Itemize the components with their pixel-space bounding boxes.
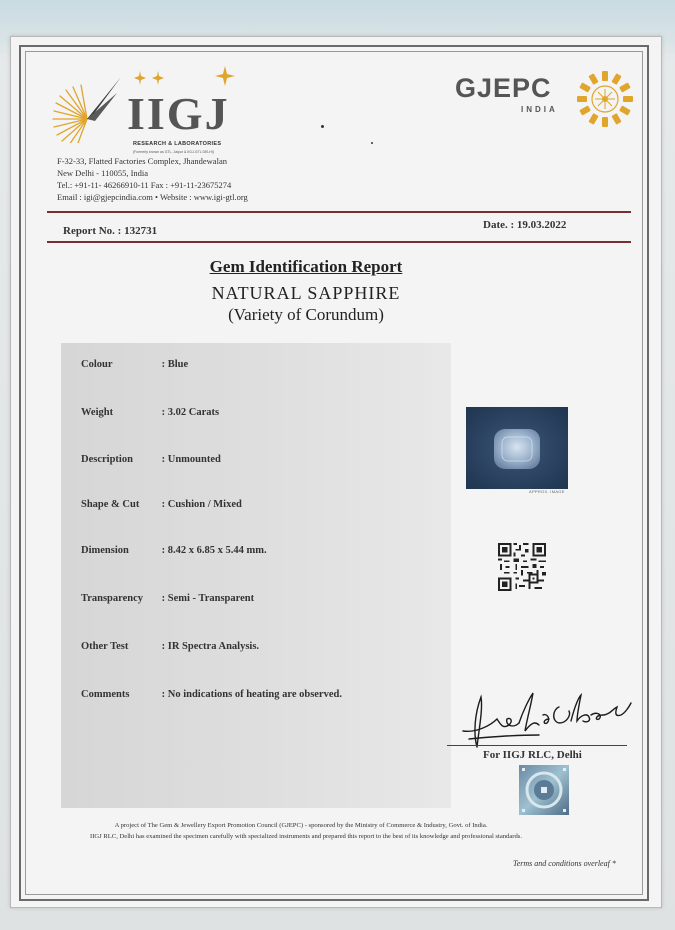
speck	[371, 142, 373, 144]
report-title: Gem Identification Report	[209, 257, 403, 276]
field-label: Other Test	[81, 641, 129, 652]
field-value: : Semi - Transparent	[161, 593, 255, 604]
field-description	[81, 454, 221, 465]
field-label: Shape & Cut	[81, 499, 140, 510]
footer-examination-note: IIGJ RLC, Delhi has examined the specimen carefully with specialized instruments and prepared this report to the best of its knowledge and professional standards.	[90, 833, 522, 840]
footer-project-note: A project of The Gem & Jewellery Export Promotion Council (GJEPC) - sponsored by the Ministry of Commerce & Industry, Govt. of India.	[114, 822, 488, 829]
iigj-wordmark: IIGJ	[127, 88, 230, 139]
signature-graphic	[447, 685, 637, 757]
field-label: Weight	[81, 407, 114, 418]
field-label: Description	[81, 454, 133, 465]
gjepc-emblem-icon	[575, 69, 635, 129]
field-weight	[81, 407, 219, 418]
sunburst-logo-icon	[47, 69, 121, 143]
field-label: Comments	[81, 689, 130, 700]
address-line: New Delhi - 110055, India	[57, 168, 149, 178]
gem-name: NATURAL SAPPHIRE	[211, 283, 401, 303]
certificate-page	[10, 36, 662, 908]
field-transparency	[81, 593, 254, 604]
header-divider	[47, 211, 631, 213]
hologram-seal-icon	[519, 765, 569, 815]
iigj-subtitle: RESEARCH & LABORATORIES	[133, 141, 222, 147]
lab-address	[57, 155, 248, 203]
field-value: : IR Spectra Analysis.	[161, 641, 260, 652]
field-shape-cut	[81, 499, 242, 510]
field-value: : 3.02 Carats	[161, 407, 220, 418]
report-date: Date. : 19.03.2022	[483, 219, 567, 231]
address-line: Email : igi@gjepcindia.com • Website : www.igi-gtl.org	[57, 192, 248, 202]
field-comments	[81, 689, 342, 700]
field-colour	[81, 359, 188, 370]
address-line: Tel.: +91-11- 46266910-11 Fax : +91-11-23675274	[57, 180, 232, 190]
report-number: Report No. : 132731	[63, 225, 158, 237]
field-label: Transparency	[81, 593, 144, 604]
report-divider	[47, 241, 631, 243]
field-label: Dimension	[81, 545, 129, 556]
signature-line	[447, 745, 627, 746]
gjepc-wordmark: GJEPC	[455, 73, 552, 103]
field-value: : Cushion / Mixed	[161, 499, 242, 510]
field-other-test	[81, 641, 259, 652]
field-dimension	[81, 545, 267, 556]
gemstone-photo	[466, 407, 568, 489]
iigj-tagline: (Formerly known as GTL, Jaipur & IIGJ-GTL DELHI)	[133, 150, 214, 154]
speck	[321, 125, 324, 128]
signatory: For IIGJ RLC, Delhi	[483, 749, 582, 761]
qr-code-icon[interactable]	[498, 543, 546, 591]
details-panel	[61, 343, 451, 808]
address-line: F-32-33, Flatted Factories Complex, Jhandewalan	[57, 156, 227, 166]
gjepc-country: INDIA	[521, 105, 558, 114]
gemstone-image	[466, 407, 568, 489]
gem-variety: (Variety of Corundum)	[228, 305, 384, 324]
field-label: Colour	[81, 359, 113, 370]
field-value: : No indications of heating are observed.	[161, 689, 342, 700]
gjepc-logo	[455, 69, 635, 133]
field-value: : Blue	[161, 359, 189, 370]
photo-caption: APPROX. IMAGE	[529, 489, 565, 494]
terms-note: Terms and conditions overleaf *	[513, 859, 616, 868]
field-value: : 8.42 x 6.85 x 5.44 mm.	[161, 545, 267, 556]
field-value: : Unmounted	[161, 454, 221, 465]
iigj-logo	[47, 59, 257, 154]
